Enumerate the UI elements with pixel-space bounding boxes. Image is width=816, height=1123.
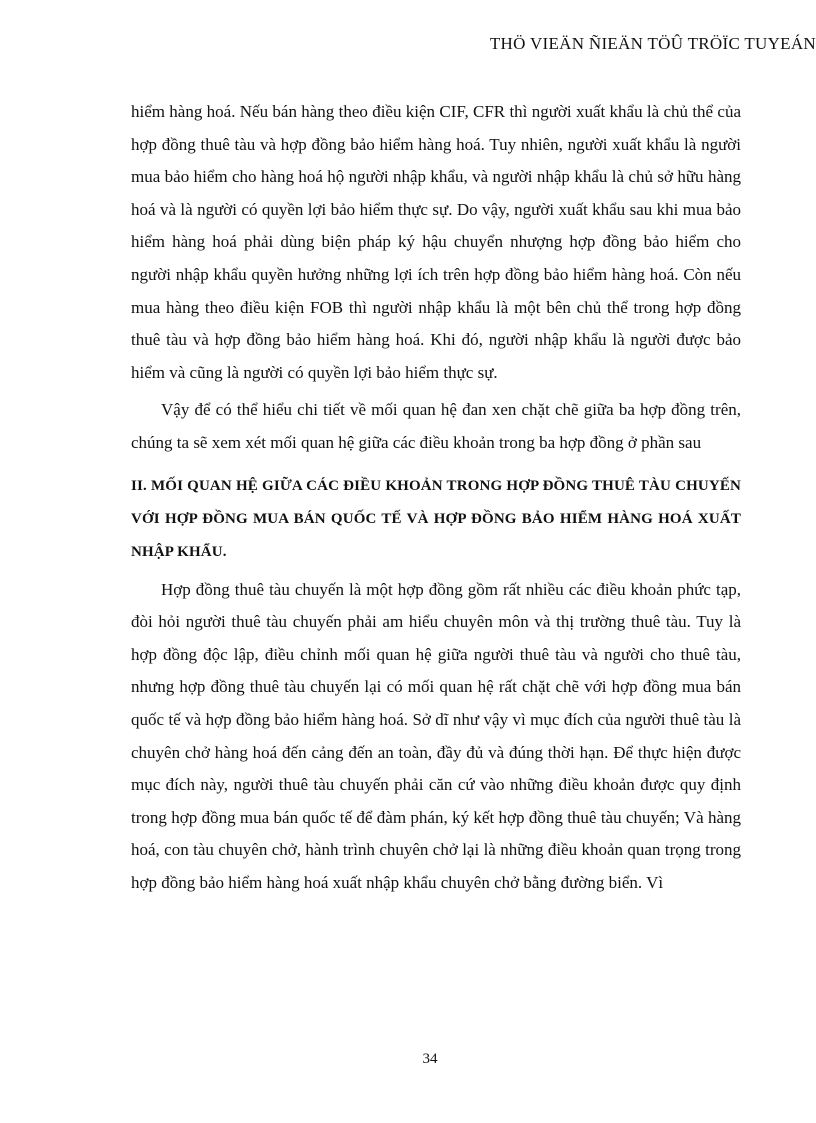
section-heading: II. MỐI QUAN HỆ GIỮA CÁC ĐIỀU KHOẢN TRONG HỢP ĐỒNG THUÊ TÀU CHUYẾN VỚI HỢP ĐỒNG MUA BÁN QUỐC TẾ VÀ HỢP ĐỒNG BẢO HIỂM HÀNG HOÁ XUẤT NHẬP KHẨU.: [131, 477, 741, 560]
document-body: [131, 96, 741, 899]
paragraph-charter-contract: Hợp đồng thuê tàu chuyến là một hợp đồng gồm rất nhiều các điều khoản phức tạp, đòi hỏi người thuê tàu chuyến phải am hiểu chuyên môn và thị trường thuê tàu. Tuy là hợp đồng độc lập, điều chỉnh mối quan hệ giữa người thuê tàu và người cho thuê tàu, nhưng hợp đồng thuê tàu chuyến lại có mối quan hệ rất chặt chẽ với hợp đồng mua bán quốc tế và hợp đồng bảo hiểm hàng hoá. Sở dĩ như vậy vì mục đích của người thuê tàu là chuyên chở hàng hoá đến cảng đến an toàn, đầy đủ và đúng thời hạn. Để thực hiện được mục đích này, người thuê tàu chuyến phải căn cứ vào những điều khoản được quy định trong hợp đồng mua bán quốc tế để đàm phán, ký kết hợp đồng thuê tàu chuyến; Và hàng hoá, con tàu chuyên chở, hành trình chuyên chở lại là những điều khoản quan trọng trong hợp đồng bảo hiểm hàng hoá xuất nhập khẩu chuyên chở bằng đường biển. Vì: [131, 579, 741, 892]
paragraph-insurance-parties: hiểm hàng hoá. Nếu bán hàng theo điều kiện CIF, CFR thì người xuất khẩu là chủ thể của hợp đồng thuê tàu và hợp đồng bảo hiểm hàng hoá. Tuy nhiên, người xuất khẩu là người mua bảo hiểm cho hàng hoá hộ người nhập khẩu, và người nhập khẩu là chủ sở hữu hàng hoá và là người có quyền lợi bảo hiểm thực sự. Do vậy, người xuất khẩu sau khi mua bảo hiểm hàng hoá phải dùng biện pháp ký hậu chuyển nhượng hợp đồng bảo hiểm cho người nhập khẩu quyền hưởng những lợi ích trên hợp đồng bảo hiểm hàng hoá. Còn nếu mua hàng theo điều kiện FOB thì người nhập khẩu là một bên chủ thể trong hợp đồng thuê tàu và hợp đồng bảo hiểm hàng hoá. Khi đó, người nhập khẩu là người được bảo hiểm và cũng là người có quyền lợi bảo hiểm thực sự.: [131, 102, 741, 382]
page-number: 34: [422, 1051, 438, 1067]
page-header: THÖ VIEÄN ÑIEÄN TÖÛ TRÖÏC TUYEÁN: [489, 34, 816, 53]
paragraph-transition: Vậy để có thể hiểu chi tiết về mối quan hệ đan xen chặt chẽ giữa ba hợp đồng trên, chúng ta sẽ xem xét mối quan hệ giữa các điều khoản trong ba hợp đồng ở phần sau: [131, 400, 741, 452]
